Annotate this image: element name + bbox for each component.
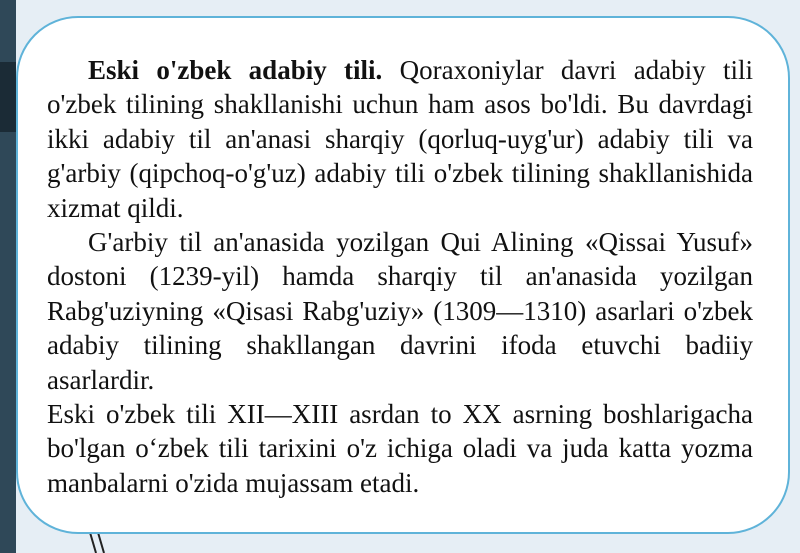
paragraph-1-text: Qoraxoniylar davri adabiy tili o'zbek tilining shakllanishi uchun ham asos bo'ldi. Bu davrdagi ikki adabiy til an'anasi sharqiy (qorluq-uyg'ur) adabiy tili va g'arbiy (qipchoq-o'g'uz) adabiy tili o'zbek tilining shakllanishida xizmat qildi. bbox=[47, 55, 753, 223]
left-decorative-bar bbox=[0, 0, 16, 553]
paragraph-3: Eski o'zbek tili XII—XIII asrdan to XX asrning boshlarigacha bo'lgan o‘zbek tili tarixini o'z ichiga oladi va juda katta yozma manbalarni o'zida mujassam etadi. bbox=[47, 399, 753, 498]
paragraph-2: G'arbiy til an'anasida yozilgan Qui Alining «Qissai Yusuf» dostoni (1239-yil) hamda sharqiy til an'anasida yozilgan Rabg'uziyning «Qisasi Rabg'uziy» (1309—1310) asarlari o'zbek adabiy tilining shakllangan davrini ifoda etuvchi badiiy asarlardir. bbox=[47, 227, 753, 395]
paragraph-1 bbox=[47, 53, 753, 225]
left-bar-accent bbox=[0, 62, 16, 132]
text-body bbox=[47, 53, 753, 500]
section-heading: Eski o'zbek adabiy tili. bbox=[88, 55, 383, 85]
